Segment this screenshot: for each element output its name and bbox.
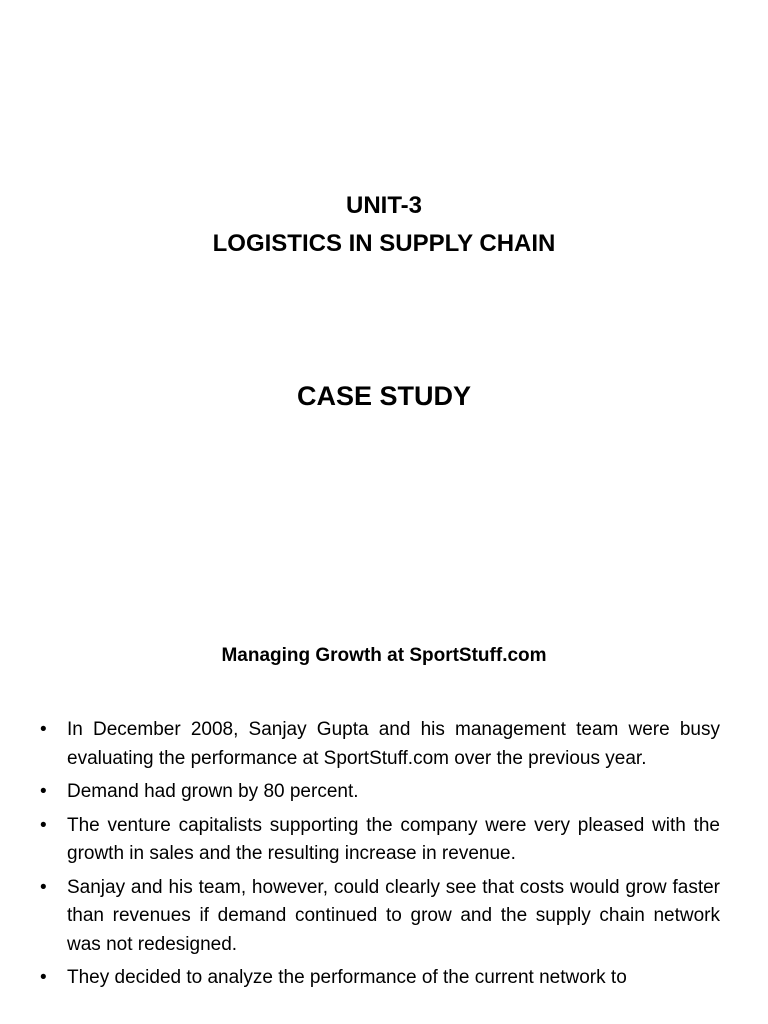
bullet-text: In December 2008, Sanjay Gupta and his management team were busy evaluating the performance at SportStuff.com over the previous year. [67,719,720,769]
case-bullet-list [40,716,720,998]
bullet-text: They decided to analyze the performance of the current network to [67,967,627,988]
case-study-title: CASE STUDY [296,381,472,411]
bullet-icon: • [40,781,47,802]
unit-title: UNIT-3 [345,192,422,219]
bullet-icon: • [40,719,47,740]
bullet-text: The venture capitalists supporting the company were very pleased with the growth in sales and the resulting increase in revenue. [67,814,720,864]
bullet-icon: • [40,814,47,836]
slide-subtitle: LOGISTICS IN SUPPLY CHAIN [212,230,556,257]
bullet-icon: • [40,876,47,898]
bullet-item [40,716,720,773]
bullet-text: Demand had grown by 80 percent. [67,781,359,802]
bullet-item [40,964,720,993]
bullet-text: Sanjay and his team, however, could clearly see that costs would grow faster than revenues if demand continued to grow and the supply chain network was not redesigned. [67,876,720,955]
bullet-item [40,778,720,807]
bullet-item [40,812,720,869]
bullet-item [40,874,720,960]
case-heading: Managing Growth at SportStuff.com [221,645,547,666]
bullet-icon: • [40,967,47,988]
